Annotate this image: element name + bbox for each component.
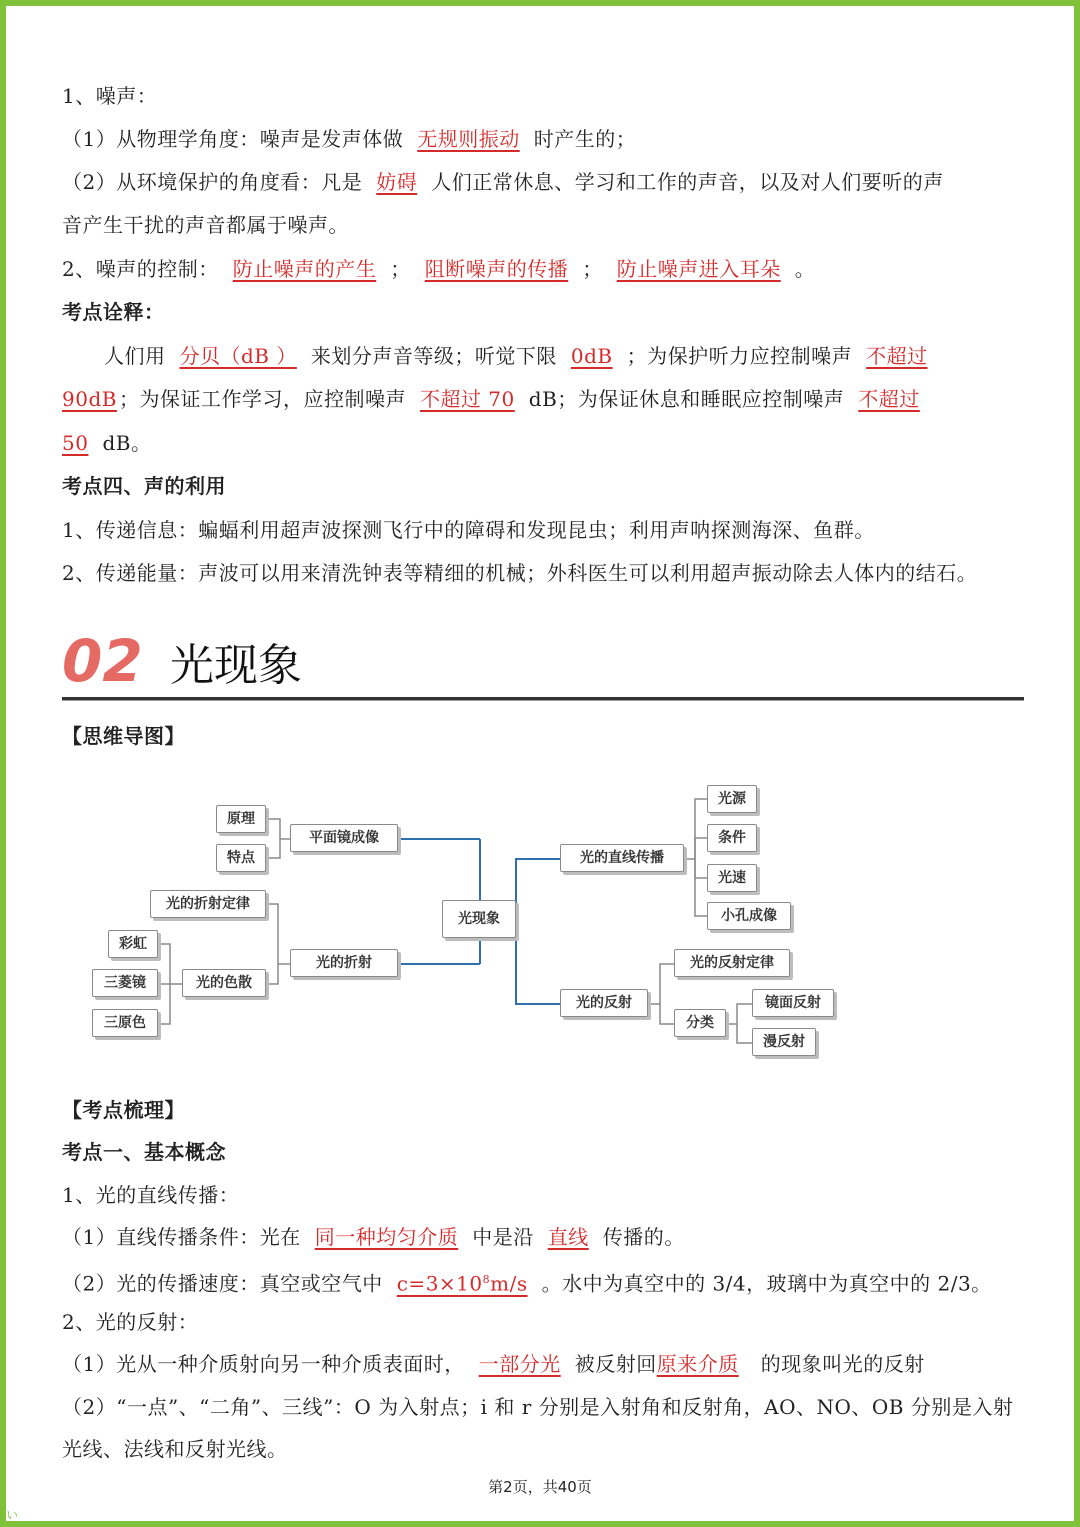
mind-node-primary-colors: 三原色: [92, 1009, 158, 1037]
corner-mark: い: [6, 1508, 19, 1521]
answer-blank: 不超过: [866, 344, 928, 368]
mind-node-refraction: 光的折射: [290, 949, 398, 977]
explain-p1: 人们用 分贝（dB ） 来划分声音等级；听觉下限 0dB ；为保护听力应控制噪声 不超过: [62, 342, 1024, 370]
use-title: 考点四、声的利用: [62, 474, 226, 498]
explain-p3: 50 dB。: [62, 431, 152, 455]
answer-blank: 同一种均匀介质: [314, 1225, 459, 1249]
answer-blank: 0dB: [570, 344, 613, 368]
noise-line-2-cont: 音产生干扰的声音都属于噪声。: [62, 213, 349, 237]
answer-blank: 无规则振动: [417, 127, 520, 151]
noise-control: 2、噪声的控制： 防止噪声的产生 ； 阻断噪声的传播 ； 防止噪声进入耳朵 。: [62, 257, 816, 281]
mind-node-prism: 三菱镜: [92, 969, 158, 997]
explain-p2: 90dB ；为保证工作学习，应控制噪声 不超过 70 dB；为保证休息和睡眠应控制噪声 不超过: [62, 385, 1024, 413]
mind-node-classification: 分类: [674, 1009, 726, 1037]
answer-blank: $c=3\times 10^8m/s$: [396, 1271, 528, 1296]
chapter-title: 光现象: [170, 640, 302, 691]
mind-node-specular: 镜面反射: [752, 989, 834, 1017]
answer-blank: 90dB: [62, 387, 117, 411]
answer-blank: 妨碍: [376, 170, 418, 194]
mind-node-rectilinear: 光的直线传播: [560, 844, 684, 872]
mind-node-center: 光现象: [442, 900, 516, 938]
use-line-1: 1、传递信息：蝙蝠利用超声波探测飞行中的障碍和发现昆虫；利用声呐探测海深、鱼群。: [62, 518, 875, 542]
review-item-4-cont: 光线、法线和反射光线。: [62, 1437, 288, 1461]
review-item-2: （2）光的传播速度：真空或空气中 $c=3\times 10^8m/s$ 。水中为真空中的 3/4，玻璃中为真空中的 2/3。: [62, 1266, 1024, 1298]
review-item-4: （2）“一点”、“二角”、三线”：O 为入射点；i 和 r 分别是入射角和反射角，AO、NO、OB 分别是入射: [62, 1395, 1014, 1419]
mind-node-reflection-law: 光的反射定律: [674, 949, 790, 977]
review-section-2: 2、光的反射：: [62, 1310, 199, 1334]
use-line-2: 2、传递能量：声波可以用来清洗钟表等精细的机械；外科医生可以利用超声振动除去人体内的结石。: [62, 561, 978, 585]
mind-node-pinhole: 小孔成像: [707, 902, 791, 930]
answer-blank: 分贝（dB ）: [179, 344, 297, 368]
mind-node-condition: 条件: [707, 824, 757, 852]
mindmap-label: 【思维导图】: [62, 724, 185, 748]
noise-line-2: （2）从环境保护的角度看：凡是 妨碍 人们正常休息、学习和工作的声音，以及对人们要听的声: [62, 170, 944, 194]
noise-line-1: （1）从物理学角度：噪声是发声体做 无规则振动 时产生的；: [62, 127, 637, 151]
answer-blank: 50: [62, 431, 89, 455]
mind-node-reflection: 光的反射: [560, 989, 648, 1017]
mind-node-refraction-law: 光的折射定律: [150, 890, 266, 918]
mind-node-diffuse: 漫反射: [752, 1028, 816, 1056]
answer-blank: 防止噪声进入耳朵: [616, 257, 781, 281]
noise-title: 1、噪声：: [62, 84, 158, 108]
answer-blank: 不超过: [858, 387, 920, 411]
review-item-3: （1）光从一种介质射向另一种介质表面时， 一部分光 被反射回原来介质 的现象叫光的反射: [62, 1352, 925, 1376]
mind-node-feature: 特点: [216, 844, 266, 872]
answer-blank: 防止噪声的产生: [232, 257, 377, 281]
mind-node-rainbow: 彩虹: [108, 930, 158, 958]
mind-node-plane-mirror: 平面镜成像: [290, 824, 398, 852]
chapter-number: 02: [62, 627, 143, 695]
page-footer: 第2页，共40页: [488, 1478, 592, 1496]
review-topic-1: 考点一、基本概念: [62, 1140, 226, 1164]
document-page: [6, 6, 1074, 1521]
answer-blank: 原来介质: [656, 1352, 739, 1376]
mind-node-dispersion: 光的色散: [182, 969, 266, 997]
answer-blank: 一部分光: [478, 1352, 561, 1376]
review-item-1: （1）直线传播条件：光在 同一种均匀介质 中是沿 直线 传播的。: [62, 1225, 685, 1249]
answer-blank: 直线: [547, 1225, 589, 1249]
review-label: 【考点梳理】: [62, 1098, 185, 1122]
answer-blank: 不超过 70: [419, 387, 515, 411]
explain-title: 考点诠释：: [62, 300, 165, 324]
mind-node-light-speed: 光速: [707, 864, 757, 892]
mind-node-light-source: 光源: [707, 785, 757, 813]
answer-blank: 阻断噪声的传播: [424, 257, 569, 281]
review-section-1: 1、光的直线传播：: [62, 1183, 240, 1207]
mind-node-principle: 原理: [216, 805, 266, 833]
